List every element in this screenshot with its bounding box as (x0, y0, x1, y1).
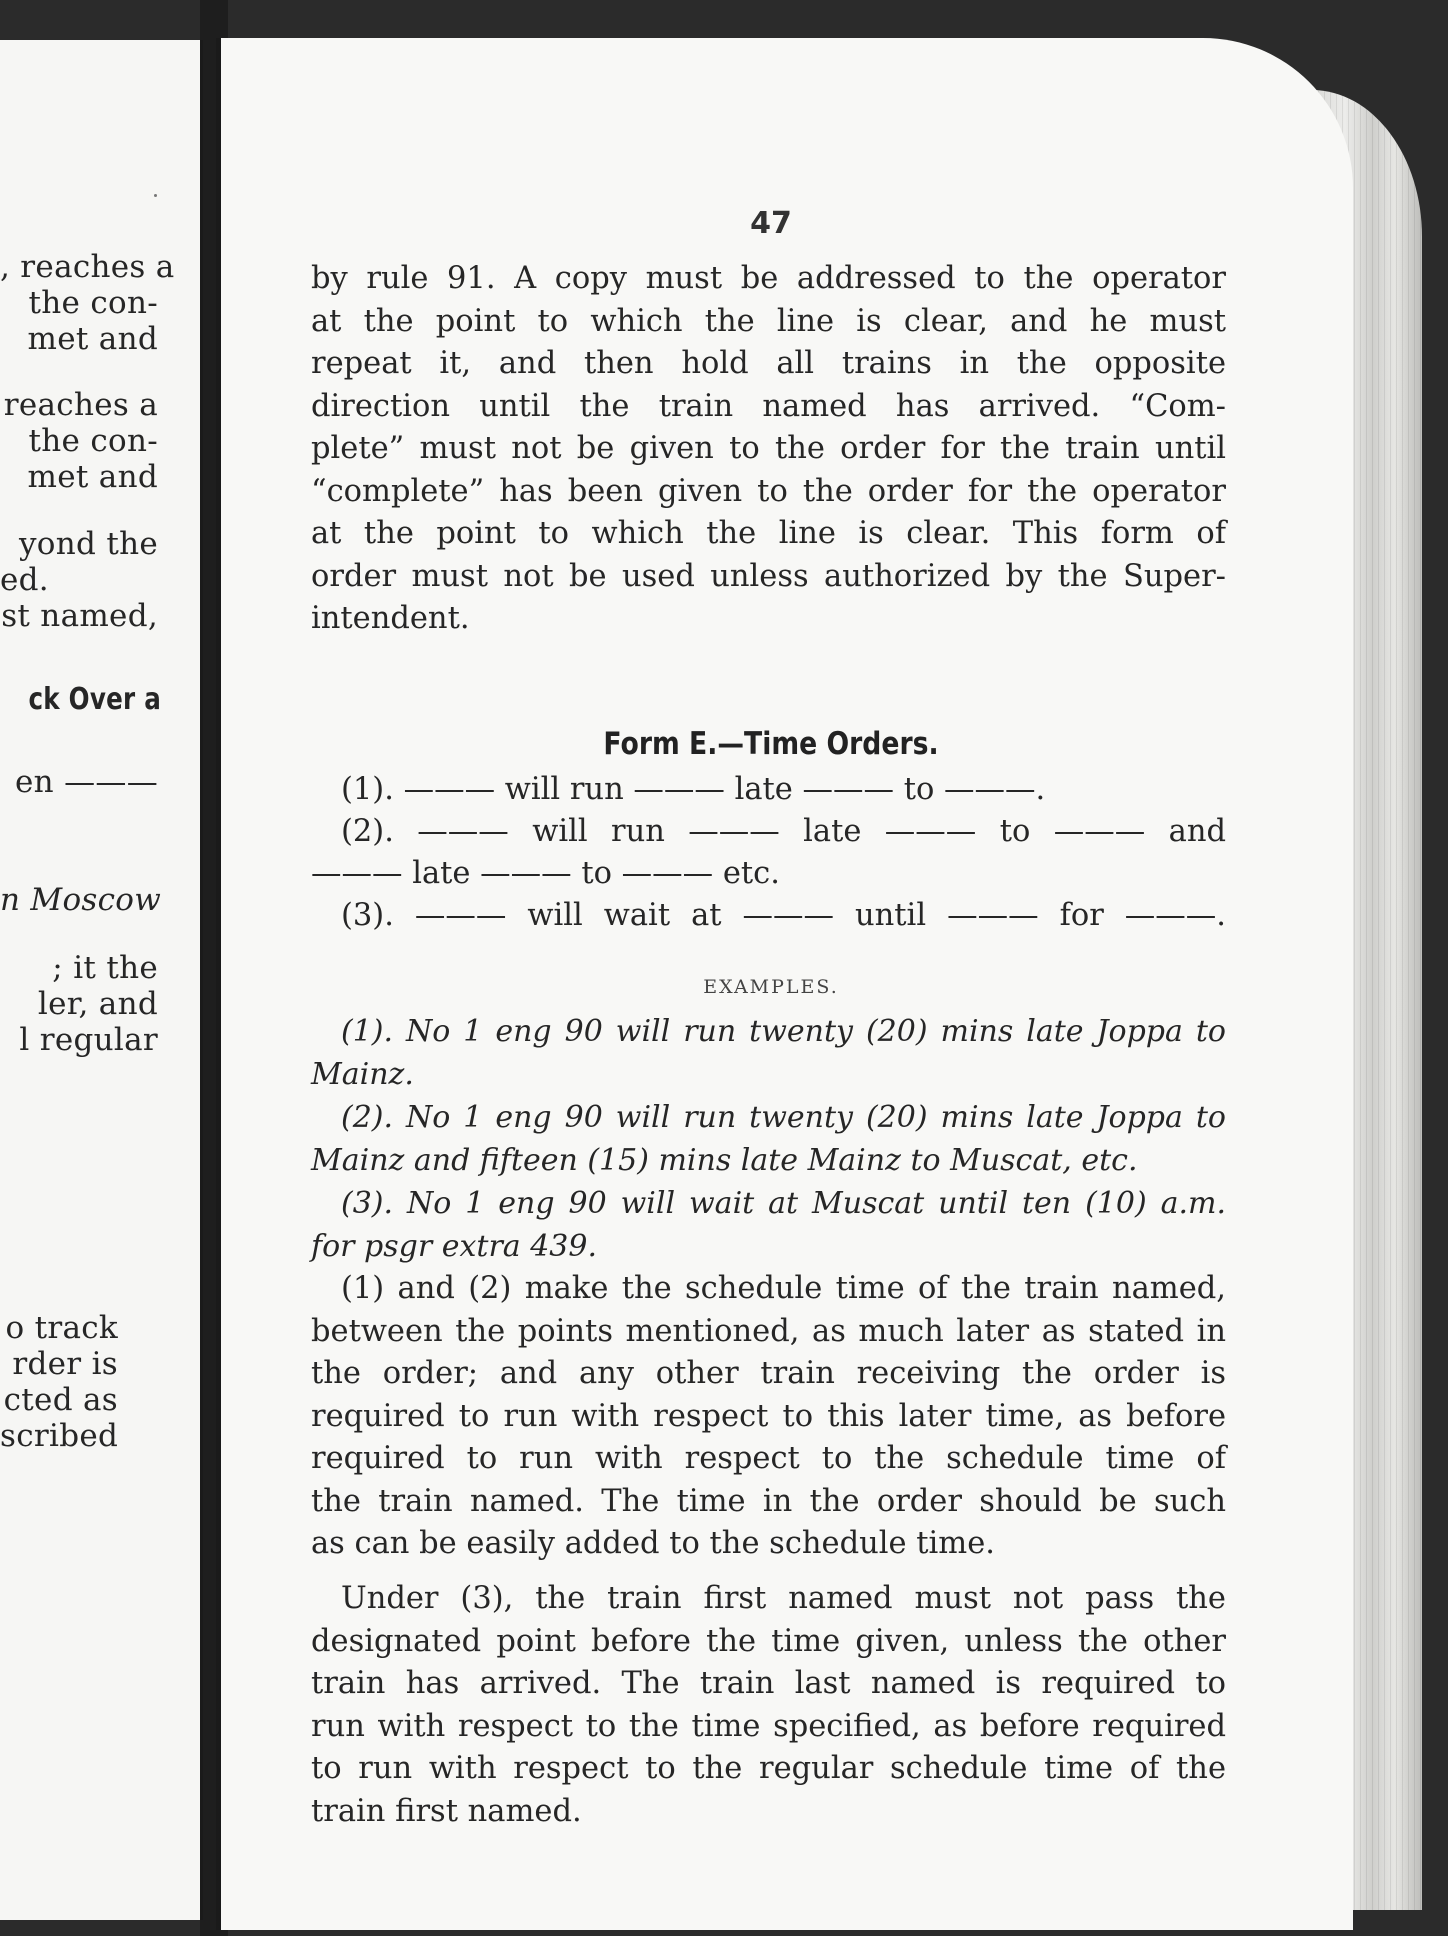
example-1 (311, 1010, 1226, 1096)
right-page (216, 38, 1353, 1930)
ink-speck (154, 194, 157, 197)
example-line: (3). No 1 eng 90 will wait at Muscat until ten (10) a.m. (341, 1186, 1226, 1221)
text-line: repeat it, and then hold all trains in the opposite (311, 346, 1226, 381)
left-page-line: n Moscow (0, 882, 162, 918)
text-line: the train named. The time in the order should be such (311, 1483, 1226, 1519)
left-page-line: en ——— (15, 764, 158, 800)
example-line: (2). No 1 eng 90 will run twenty (20) mins late Joppa to (341, 1100, 1226, 1135)
example-line: Mainz and fifteen (15) mins late Mainz to Muscat, etc. (311, 1143, 1138, 1178)
left-page-line: yond the (18, 526, 158, 562)
left-page-line: l regular (19, 1022, 158, 1058)
left-page-line: cted as (3, 1382, 118, 1418)
example-2 (311, 1096, 1226, 1182)
paragraph-rule-91 (311, 258, 1226, 641)
text-line: by rule 91. A copy must be addressed to the operator (311, 261, 1226, 296)
text-line: at the point to which the line is clear. This form of (311, 516, 1226, 551)
form-line-2-continued: ——— late ——— to ——— etc. (311, 856, 780, 891)
text-line: run with respect to the time specified, as before required (311, 1708, 1226, 1744)
left-page-line: rder is (12, 1346, 118, 1382)
example-line: for psgr extra 439. (311, 1229, 598, 1264)
paragraph-explanation-3 (311, 1578, 1226, 1833)
text-line: to run with respect to the regular schedule time of the (311, 1751, 1226, 1786)
left-page-line: st named, (1, 598, 158, 634)
text-line: train has arrived. The train last named is required to (311, 1666, 1226, 1701)
text-line: between the points mentioned, as much later as stated in (311, 1313, 1226, 1349)
example-3 (311, 1182, 1226, 1268)
text-line: intendent. (311, 601, 470, 636)
left-page-line: met and (27, 321, 158, 357)
text-line: as can be easily added to the schedule time. (311, 1526, 995, 1561)
text-line: order must not be used unless authorized by the Super- (311, 558, 1226, 594)
text-line: direction until the train named has arrived. “Com- (311, 388, 1226, 424)
left-page-line: reaches a (3, 387, 158, 423)
paragraph-explanation-1-2 (311, 1268, 1226, 1566)
text-line: (1) and (2) make the schedule time of the train named, (341, 1271, 1226, 1306)
example-line: Mainz. (311, 1057, 414, 1092)
text-line: required to run with respect to the schedule time of (311, 1441, 1226, 1476)
form-line-2: (2). ——— will run ——— late ——— to ——— and (341, 814, 1226, 849)
left-page-line: met and (27, 459, 158, 495)
left-page-line: the con- (28, 423, 158, 459)
left-page-line: ed. (0, 562, 49, 598)
left-page-line: the con- (28, 285, 158, 321)
form-line-1: (1). ——— will run ——— late ——— to ———. (341, 772, 1046, 807)
examples-heading: EXAMPLES. (703, 976, 839, 998)
text-line: designated point before the time given, unless the other (311, 1623, 1226, 1659)
text-line: Under (3), the train first named must not pass the (341, 1581, 1226, 1616)
text-line: required to run with respect to this later time, as before (311, 1398, 1226, 1434)
text-line: the order; and any other train receiving the order is (311, 1356, 1226, 1391)
text-line: at the point to which the line is clear, and he must (311, 303, 1226, 339)
form-line-3: (3). ——— will wait at ——— until ——— for ———. (341, 898, 1226, 933)
left-page-line: scribed (0, 1418, 119, 1454)
page-number: 47 (750, 206, 792, 241)
left-facing-page (0, 40, 203, 1920)
example-line: (1). No 1 eng 90 will run twenty (20) mins late Joppa to (341, 1014, 1226, 1049)
text-line: “complete” has been given to the order for the operator (311, 473, 1226, 509)
left-page-line: o track (5, 1310, 118, 1346)
left-page-line: ler, and (37, 986, 158, 1022)
text-line: plete” must not be given to the order for the train until (311, 431, 1226, 466)
text-line: train first named. (311, 1793, 582, 1829)
left-page-line: ; it the (52, 950, 158, 986)
left-page-line: , reaches a (0, 249, 175, 285)
form-heading: Form E.—Time Orders. (603, 726, 939, 762)
left-page-heading: ck Over a (28, 682, 162, 717)
